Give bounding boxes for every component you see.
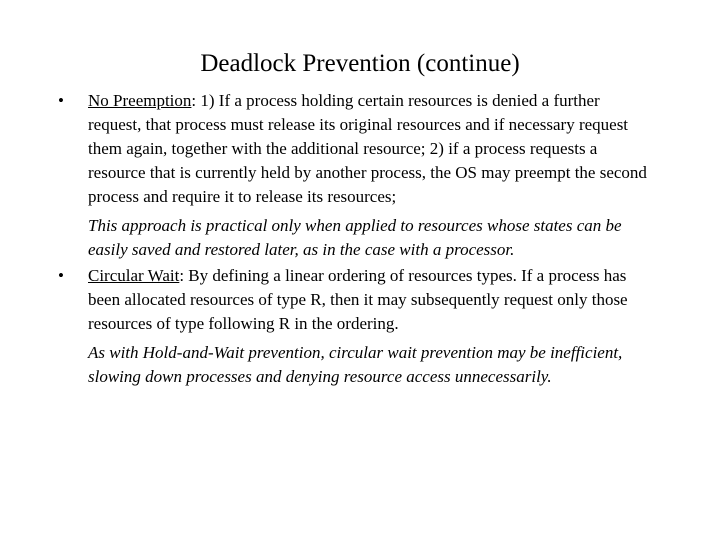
bullet-term: Circular Wait: [88, 266, 180, 285]
bullet-list: [54, 89, 654, 388]
bullet-icon: •: [58, 91, 64, 110]
bullet-body: : 1) If a process holding certain resources is denied a further request, that process must release its original resources and if necessary request them again, together with the additional resource; 2) if a process requests a resource that is currently held by another process, the OS may preempt the second process and require it to release its resources;: [88, 91, 647, 206]
bullet-term: No Preemption: [88, 91, 192, 110]
bullet-icon: •: [58, 266, 64, 285]
bullet-text: [88, 264, 654, 336]
slide-title: Deadlock Prevention (continue): [200, 50, 520, 77]
bullet-body: : By defining a linear ordering of resources types. If a process has been allocated resources of type R, then it may subsequently request only those resources of type following R in the ordering.: [88, 266, 628, 333]
bullet-note: As with Hold-and-Wait prevention, circular wait prevention may be inefficient, slowing down processes and denying resource access unnecessarily.: [88, 343, 623, 386]
bullet-item-circular-wait: [54, 264, 654, 388]
bullet-text: [88, 89, 654, 209]
bullet-item-no-preemption: [54, 89, 654, 261]
bullet-note: This approach is practical only when applied to resources whose states can be easily saved and restored later, as in the case with a processor.: [88, 216, 622, 259]
